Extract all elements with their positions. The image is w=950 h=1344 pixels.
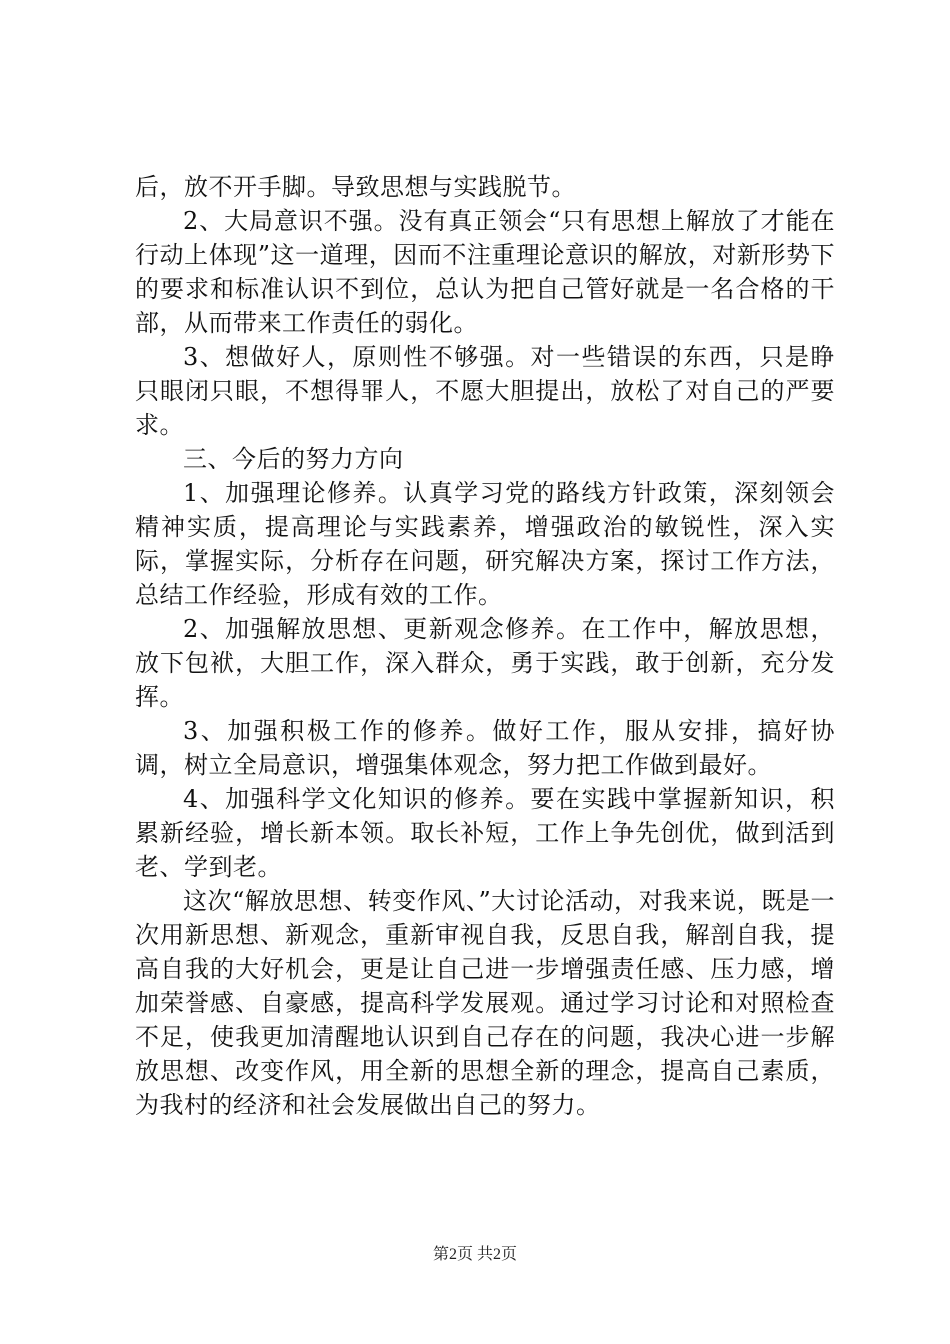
paragraph-direction-1-theory: 1、加强理论修养。认真学习党的路线方针政策，深刻领会精神实质，提高理论与实践素养，增强政治的敏锐性，深入实际，掌握实际，分析存在问题，研究解决方案，探讨工作方法，总结工作经验，形成有效的工作。 <box>135 479 835 609</box>
paragraph-direction-4-knowledge: 4、加强科学文化知识的修养。要在实践中掌握新知识，积累新经验，增长新本领。取长补短，工作上争先创优，做到活到老、学到老。 <box>135 785 835 881</box>
section-heading-future-direction: 三、今后的努力方向 <box>183 445 404 473</box>
paragraph-continuation: 后，放不开手脚。导致思想与实践脱节。 <box>135 173 576 201</box>
paragraph-point-3-principle: 3、想做好人，原则性不够强。对一些错误的东西，只是睁只眼闭只眼，不想得罪人，不愿大胆提出，放松了对自己的严要求。 <box>135 343 835 439</box>
paragraph-direction-2-emancipation: 2、加强解放思想、更新观念修养。在工作中，解放思想，放下包袱，大胆工作，深入群众，勇于实践，敢于创新，充分发挥。 <box>135 615 835 711</box>
paragraph-direction-3-work: 3、加强积极工作的修养。做好工作，服从安排，搞好协调，树立全局意识，增强集体观念，努力把工作做到最好。 <box>135 717 835 779</box>
page-number-footer: 第2页 共2页 <box>432 1246 517 1263</box>
document-body <box>135 170 835 1122</box>
paragraph-conclusion: 这次“解放思想、转变作风、”大讨论活动，对我来说，既是一次用新思想、新观念，重新审视自我，反思自我，解剖自我，提高自我的大好机会，更是让自己进一步增强责任感、压力感，增加荣誉感、自豪感，提高科学发展观。通过学习讨论和对照检查不足，使我更加清醒地认识到自己存在的问题，我决心进一步解放思想、改变作风，用全新的思想全新的理念，提高自己素质，为我村的经济和社会发展做出自己的努力。 <box>135 887 835 1119</box>
paragraph-point-2-overall-awareness: 2、大局意识不强。没有真正领会“只有思想上解放了才能在行动上体现”这一道理，因而不注重理论意识的解放，对新形势下的要求和标准认识不到位，总认为把自己管好就是一名合格的干部，从而带来工作责任的弱化。 <box>135 207 835 337</box>
